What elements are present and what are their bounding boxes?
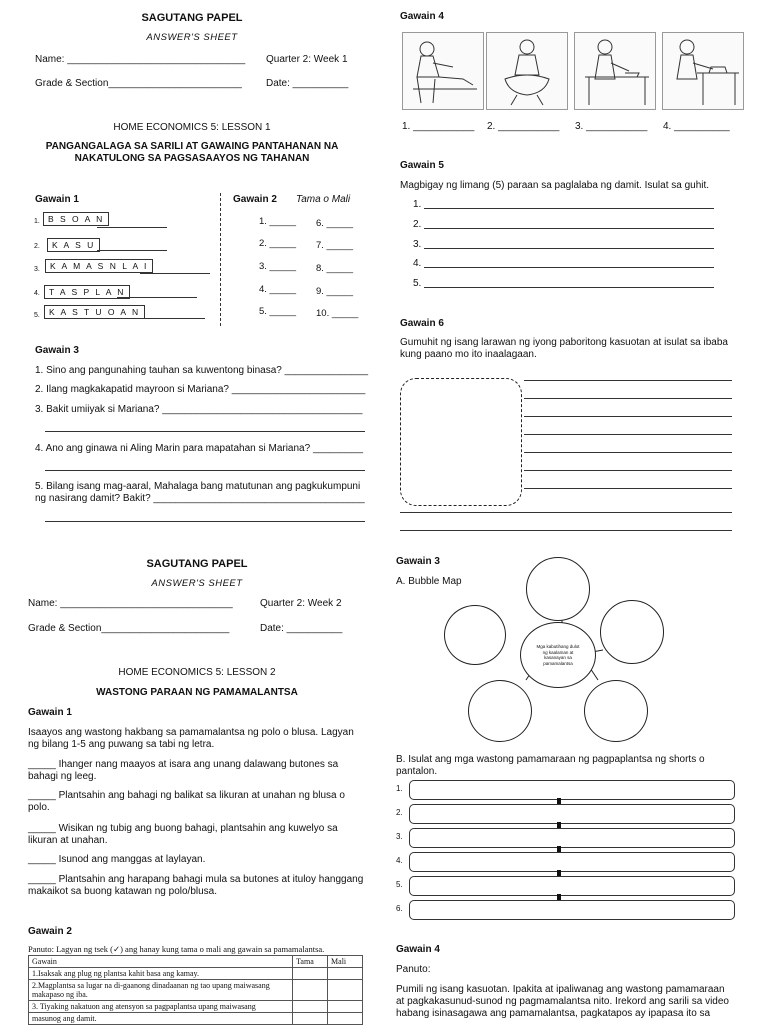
step-4-line1[interactable]: _____ Isunod ang manggas at laylayan.: [28, 854, 206, 865]
person-ironing-icon: [663, 33, 743, 109]
gawain6-instruction-1: Gumuhit ng isang larawan ng iyong paboritong kasuotan at isulat sa ibaba: [400, 337, 728, 348]
scramble-word-2: K A S U: [47, 238, 100, 252]
table-row: [29, 1013, 363, 1025]
scramble-num-3: 3.: [34, 266, 40, 273]
answer-line-3b[interactable]: [45, 431, 365, 432]
question-5-line2[interactable]: ng nasirang damit? Bakit? ______________________________________: [35, 493, 365, 504]
left-column: [0, 0, 384, 1024]
table-header-row: [29, 956, 363, 968]
table-row: [29, 1001, 363, 1013]
picture-blank-2[interactable]: 2. ___________: [487, 121, 560, 132]
tama-item-7[interactable]: 7. _____: [316, 240, 353, 251]
gawain5-item-num-2: 2.: [413, 219, 422, 230]
table-cell-tama[interactable]: [293, 1013, 328, 1025]
sheet2-quarter: Quarter 2: Week 2: [260, 598, 342, 609]
table-header-gawain: Gawain: [29, 956, 293, 968]
table-row: [29, 980, 363, 1001]
sheet2-title: SAGUTANG PAPEL: [146, 558, 248, 570]
sheet1-grade-field[interactable]: Grade & Section________________________: [35, 78, 242, 89]
gawain6-line[interactable]: [524, 488, 732, 489]
bubble-left[interactable]: [444, 605, 506, 665]
gawain5-line-3[interactable]: [424, 248, 714, 249]
sheet2-gawain1-heading: Gawain 1: [28, 707, 72, 718]
sheet2-subtitle: ANSWER'S SHEET: [151, 578, 243, 589]
step-1-line2: bahagi ng leeg.: [28, 771, 97, 782]
gawain5-item-num-3: 3.: [413, 239, 422, 250]
sheet2-gawain2-heading: Gawain 2: [28, 926, 72, 937]
sewing-illustration-4: [662, 32, 744, 110]
gawain6-line[interactable]: [524, 434, 732, 435]
flow-box-3[interactable]: [409, 828, 735, 848]
flow-box-1[interactable]: [409, 780, 735, 800]
sheet1-name-field[interactable]: Name: ________________________________: [35, 54, 246, 65]
bubble-bottom-right[interactable]: [584, 680, 648, 742]
flow-label-1: B. Isulat ang mga wastong pamamaraan ng pagpaplantsa ng shorts o: [396, 754, 705, 765]
table-cell-mali[interactable]: [328, 1013, 363, 1025]
sheet1-quarter: Quarter 2: Week 1: [266, 54, 348, 65]
person-folding-cloth-icon: [487, 33, 567, 109]
person-at-table-icon: [575, 33, 655, 109]
step-1-line1[interactable]: _____ Ihanger nang maayos at isara ang unang dalawang butones sa: [28, 759, 339, 770]
gawain6-line[interactable]: [524, 416, 732, 417]
step-5-line1[interactable]: _____ Plantsahin ang harapang bahagi mula sa butones at ituloy hanggang: [28, 874, 364, 885]
sheet1-date-field[interactable]: Date: __________: [266, 78, 349, 89]
sheet1-lesson-title-2: NAKATULONG SA PAGSASAAYOS NG TAHANAN: [74, 153, 310, 164]
gawain6-line[interactable]: [524, 470, 732, 471]
scramble-word-5: K A S T U O A N: [44, 305, 145, 319]
gawain6-line[interactable]: [524, 380, 732, 381]
sewing-illustration-2: [486, 32, 568, 110]
step-5-line2: makaikot sa buong katawan ng polo/blusa.: [28, 886, 218, 897]
scramble-word-1: B S O A N: [43, 212, 109, 226]
gawain2-heading: Gawain 2: [233, 194, 277, 205]
table-cell-tama[interactable]: [293, 1001, 328, 1013]
scramble-answer-line-5[interactable]: [130, 318, 205, 319]
picture-blank-4[interactable]: 4. __________: [663, 121, 730, 132]
sheet2-gawain3-heading: Gawain 3: [396, 556, 440, 567]
tama-item-5[interactable]: 5. _____: [259, 306, 296, 317]
gawain5-item-num-5: 5.: [413, 278, 422, 289]
bubble-top[interactable]: [526, 557, 590, 621]
scramble-answer-line-3[interactable]: [140, 273, 210, 274]
gawain5-item-num-1: 1.: [413, 199, 422, 210]
answer-line-5b[interactable]: [45, 521, 365, 522]
flow-num-3: 3.: [396, 832, 403, 841]
scramble-num-4: 4.: [34, 290, 40, 297]
scramble-answer-line-2[interactable]: [97, 250, 167, 251]
drawing-box[interactable]: [400, 378, 522, 506]
gawain2-subheading: Tama o Mali: [296, 194, 351, 205]
question-2[interactable]: 2. Ilang magkakapatid mayroon si Mariana? ________________________: [35, 384, 366, 395]
table-cell-gawain: 3. Tiyaking nakatuon ang atensyon sa pagpaplantsa upang maiwasang: [29, 1001, 293, 1013]
flow-num-1: 1.: [396, 784, 403, 793]
sheet1-lesson-label: HOME ECONOMICS 5: LESSON 1: [113, 122, 271, 133]
table-cell-tama[interactable]: [293, 968, 328, 980]
bubble-center-text: Mga kabutihang dulot ng kaalaman at kasanayan sa pamamalantsa: [536, 644, 580, 666]
question-5-line1: 5. Bilang isang mag-aaral, Mahalaga bang matutunan ang pagkukumpuni: [35, 481, 361, 492]
question-1[interactable]: 1. Sino ang pangunahing tauhan sa kuwentong binasa? _______________: [35, 365, 369, 376]
gawain6-line[interactable]: [524, 398, 732, 399]
scramble-answer-line-4[interactable]: [117, 297, 197, 298]
flow-label-2: pantalon.: [396, 766, 438, 777]
tama-item-9[interactable]: 9. _____: [316, 286, 353, 297]
sewing-illustration-1: [402, 32, 484, 110]
sheet2-lesson-title: WASTONG PARAAN NG PAMAMALANTSA: [96, 687, 298, 698]
bubble-center: [520, 622, 596, 688]
flow-box-2[interactable]: [409, 804, 735, 824]
sheet2-gawain4-line2: at pagkakasunud-sunod ng pagmamalantsa nito. Irekord ang sarili sa video: [396, 996, 729, 1007]
tama-item-4[interactable]: 4. _____: [259, 284, 296, 295]
gawain5-line-2[interactable]: [424, 228, 714, 229]
gawain4-heading: Gawain 4: [400, 11, 444, 22]
sheet1-title: SAGUTANG PAPEL: [141, 12, 243, 24]
gawain5-heading: Gawain 5: [400, 160, 444, 171]
step-3-line2: likuran at unahan.: [28, 835, 108, 846]
sewing-illustration-3: [574, 32, 656, 110]
picture-blank-1[interactable]: 1. ___________: [402, 121, 475, 132]
scramble-word-3: K A M A S N L A I: [45, 259, 153, 273]
sheet2-date-field[interactable]: Date: __________: [260, 623, 343, 634]
bubble-bottom-left[interactable]: [468, 680, 532, 742]
flow-num-4: 4.: [396, 856, 403, 865]
sheet2-gawain4-line1: Pumili ng isang kasuotan. Ipakita at ipaliwanag ang wastong pamamaraan: [396, 984, 725, 995]
step-3-line1[interactable]: _____ Wisikan ng tubig ang buong bahagi, plantsahin ang kuwelyo sa: [28, 823, 338, 834]
sheet2-gawain1-instr-1: Isaayos ang wastong hakbang sa pamamalantsa ng polo o blusa. Lagyan: [28, 727, 354, 738]
sheet2-name-field[interactable]: Name: _______________________________: [28, 598, 233, 609]
gawain6-instruction-2: kung paano mo ito inaalagaan.: [400, 349, 537, 360]
gawain5-line-1[interactable]: [424, 208, 714, 209]
flow-num-5: 5.: [396, 880, 403, 889]
gawain5-line-4[interactable]: [424, 267, 714, 268]
scramble-word-4: T A S P L A N: [44, 285, 130, 299]
answer-line-4b[interactable]: [45, 470, 365, 471]
sheet1-lesson-title-1: PANGANGALAGA SA SARILI AT GAWAING PANTAHANAN NA: [45, 141, 339, 152]
sheet1-subtitle: ANSWER'S SHEET: [146, 32, 238, 43]
person-sewing-icon: [403, 33, 483, 109]
gawain-divider: [220, 193, 221, 326]
table-cell-mali[interactable]: [328, 1001, 363, 1013]
bubble-right[interactable]: [600, 600, 664, 664]
tama-item-3[interactable]: 3. _____: [259, 261, 296, 272]
gawain3-heading: Gawain 3: [35, 345, 79, 356]
table-cell-tama[interactable]: [293, 980, 328, 1001]
tama-item-1[interactable]: 1. _____: [259, 216, 296, 227]
bubble-map-label: A. Bubble Map: [396, 576, 462, 587]
gawain2-panuto: Panuto: Lagyan ng tsek (✓) ang hanay kung tama o mali ang gawain sa pamamalantsa.: [28, 944, 325, 954]
table-cell-mali[interactable]: [328, 968, 363, 980]
question-3[interactable]: 3. Bakit umiiyak si Mariana? ____________________________________: [35, 404, 363, 415]
table-cell-gawain: 1.Isaksak ang plug ng plantsa kahit basa ang kamay.: [29, 968, 293, 980]
table-header-tama: Tama: [293, 956, 328, 968]
flow-num-6: 6.: [396, 904, 403, 913]
tama-mali-table: [28, 955, 363, 1025]
question-4[interactable]: 4. Ano ang ginawa ni Aling Marin para mapatahan si Mariana? _________: [35, 443, 364, 454]
step-2-line1[interactable]: _____ Plantsahin ang bahagi ng balikat sa likuran at unahan ng blusa o: [28, 790, 345, 801]
flow-box-6[interactable]: [409, 900, 735, 920]
tama-item-10[interactable]: 10. _____: [316, 308, 359, 319]
sheet2-gawain4-line3: habang isinasagawa ang pamamalantsa, pagkatapos ay ipapasa ito sa: [396, 1008, 711, 1019]
table-cell-mali[interactable]: [328, 980, 363, 1001]
gawain6-line[interactable]: [400, 512, 732, 513]
flow-num-2: 2.: [396, 808, 403, 817]
gawain1-heading: Gawain 1: [35, 194, 79, 205]
step-2-line2: polo.: [28, 802, 50, 813]
gawain5-instruction: Magbigay ng limang (5) paraan sa paglalaba ng damit. Isulat sa guhit.: [400, 180, 710, 191]
flow-box-5[interactable]: [409, 876, 735, 896]
sheet2-gawain4-panuto: Panuto:: [396, 964, 431, 975]
scramble-answer-line-1[interactable]: [97, 227, 167, 228]
sheet2-grade-field[interactable]: Grade & Section_______________________: [28, 623, 230, 634]
flow-box-4[interactable]: [409, 852, 735, 872]
gawain6-line[interactable]: [400, 530, 732, 531]
picture-blank-3[interactable]: 3. ___________: [575, 121, 648, 132]
gawain5-line-5[interactable]: [424, 287, 714, 288]
sheet2-gawain1-instr-2: ng bilang 1-5 ang puwang sa tabi ng letra.: [28, 739, 215, 750]
right-column: [384, 0, 768, 1024]
table-row: [29, 968, 363, 980]
tama-item-8[interactable]: 8. _____: [316, 263, 353, 274]
gawain6-line[interactable]: [524, 452, 732, 453]
tama-item-6[interactable]: 6. _____: [316, 218, 353, 229]
scramble-num-2: 2.: [34, 243, 40, 250]
sheet2-gawain4-heading: Gawain 4: [396, 944, 440, 955]
sheet2-lesson-label: HOME ECONOMICS 5: LESSON 2: [118, 667, 276, 678]
scramble-num-5: 5.: [34, 312, 40, 319]
table-header-mali: Mali: [328, 956, 363, 968]
scramble-num-1: 1.: [34, 218, 40, 225]
table-cell-gawain: 2.Magplantsa sa lugar na di-gaanong dinadaanan ng tao upang maiwasang makapaso ng iba.: [29, 980, 293, 1001]
table-cell-gawain: masunog ang damit.: [29, 1013, 293, 1025]
tama-item-2[interactable]: 2. _____: [259, 238, 296, 249]
gawain6-heading: Gawain 6: [400, 318, 444, 329]
gawain5-item-num-4: 4.: [413, 258, 422, 269]
